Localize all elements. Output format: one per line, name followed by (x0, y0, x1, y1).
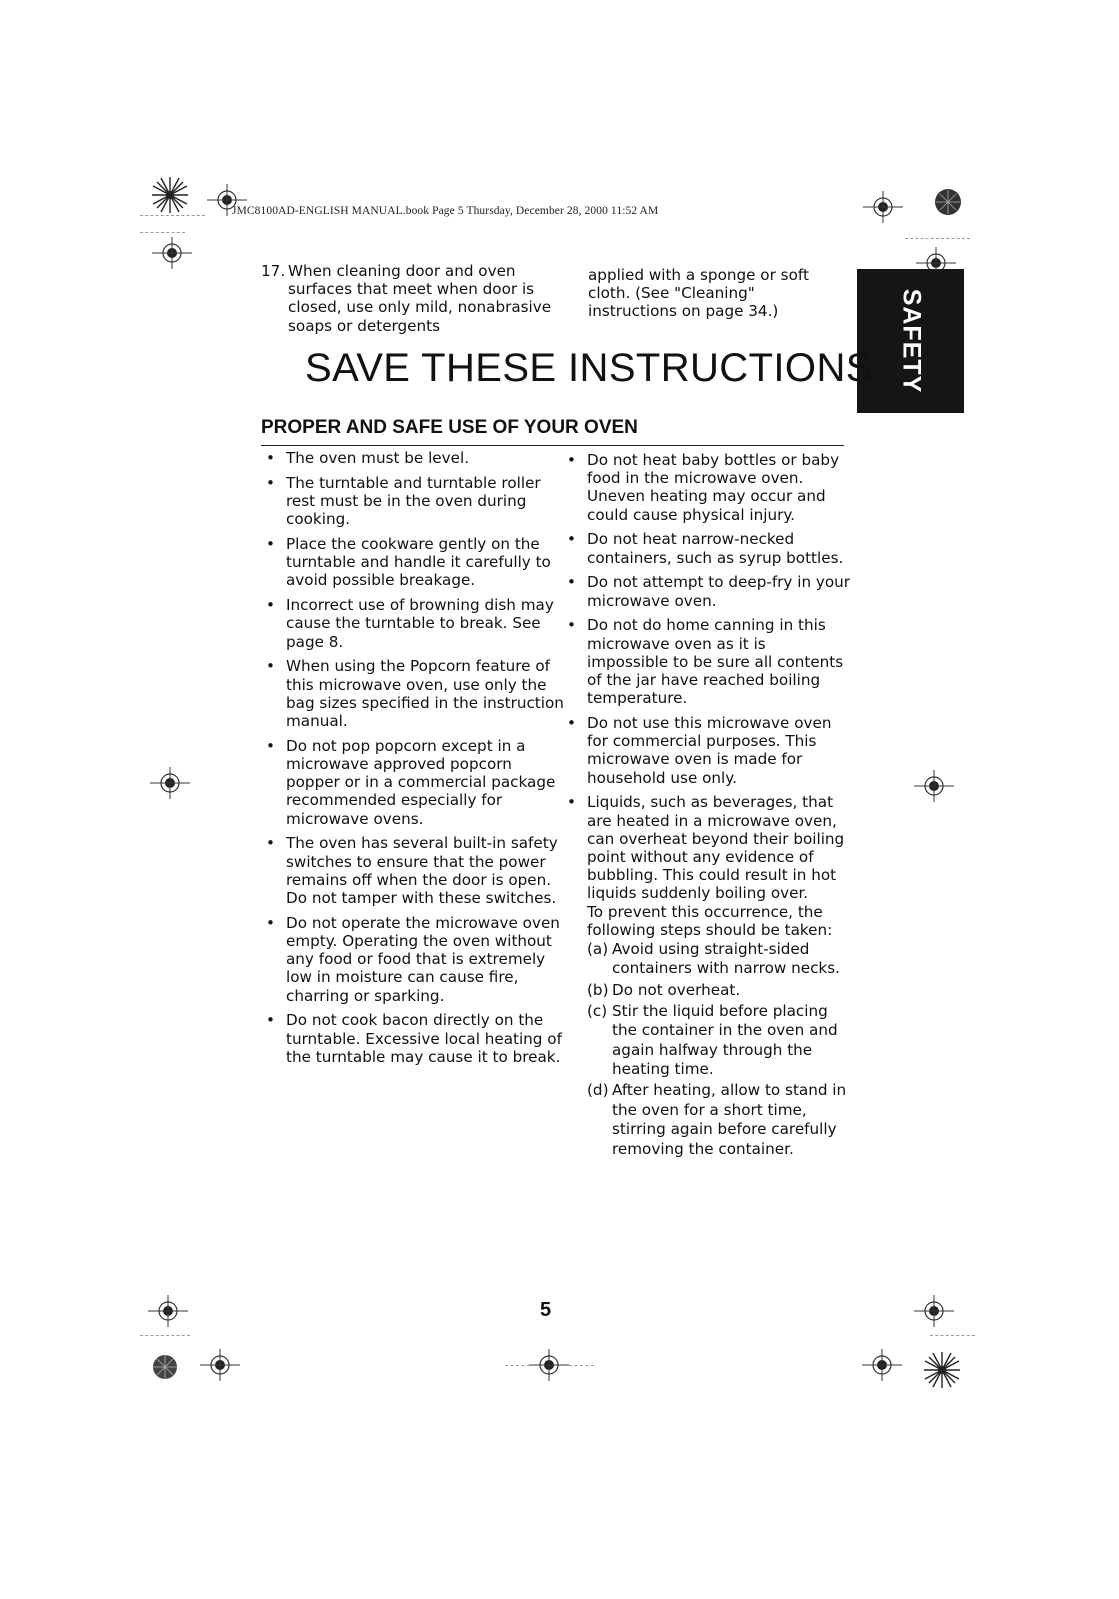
right-bullet-column (566, 451, 851, 1166)
list-item: • Do not attempt to deep-fry in your microwave oven. (567, 573, 851, 610)
list-item: • Do not pop popcorn except in a microwave approved popcorn popper or in a commercial package recommended especially for microwave ovens. (266, 736, 556, 828)
liquids-warning-text: Liquids, such as beverages, that are heated in a microwave oven, can overheat beyond their boiling point without any evidence of bubbling. This could result in hot liquids suddenly boiling over. (587, 793, 845, 903)
crosshair-registration-icon (152, 233, 192, 273)
list-item: • Do not heat baby bottles or baby food in the microwave oven. Uneven heating may occur and could cause physical injury. (567, 451, 840, 524)
crosshair-registration-icon (914, 1291, 954, 1331)
liquids-step: (c) Stir the liquid before placing the container in the oven and again halfway through the heating time. (587, 1001, 838, 1079)
list-item: • When using the Popcorn feature of this microwave oven, use only the bag sizes specified in the instruction manual. (266, 657, 564, 731)
item-text: When cleaning door and oven surfaces that meet when door is closed, use only mild, nonabrasive soaps or detergents (288, 262, 552, 335)
printer-header: JMC8100AD-ENGLISH MANUAL.book Page 5 Thursday, December 28, 2000 11:52 AM (232, 205, 659, 217)
crop-line (569, 1365, 594, 1366)
list-item-liquids: • Liquids, such as beverages, that are heated in a microwave oven, can overheat beyond their boiling point without any evidence of bubbling. This could result in hot liquids suddenly boiling over. To prevent this occurrence, the following steps should be taken: (a) Avoid using straight-sided containers with narrow necks. (b) Do not overheat. (c) Stir the liquid before placing the container in the oven and again halfway through the heating time. (d) After heating, allow to stand in the oven for a short time, stirring again before carefully removing the container. (566, 793, 851, 1158)
list-item: • The oven must be level. (266, 449, 470, 467)
list-item: • Do not operate the microwave oven empty. Operating the oven without any food or food that is extremely low in moisture can cause fire, charring or sparking. (266, 913, 560, 1005)
crosshair-registration-icon (200, 1345, 240, 1385)
liquids-step: (d) After heating, allow to stand in the oven for a short time, stirring again before carefully removing the container. (587, 1081, 847, 1158)
list-item: • Incorrect use of browning dish may cause the turntable to break. See page 8. (266, 596, 554, 651)
section-divider (261, 445, 844, 446)
safety-section-tab (857, 269, 964, 413)
crosshair-registration-icon (148, 1291, 188, 1331)
crop-line (140, 215, 205, 216)
item-number: 17. (261, 262, 286, 280)
list-item: • Do not do home canning in this microwave oven as it is impossible to be sure all contents of the jar have reached boiling temperature. (567, 616, 844, 708)
crop-line (505, 1365, 530, 1366)
page-title: SAVE THESE INSTRUCTIONS (305, 346, 873, 390)
crosshair-registration-icon (529, 1345, 569, 1385)
crop-line (930, 1335, 975, 1336)
list-item: • Do not use this microwave oven for commercial purposes. This microwave oven is made for household use only. (567, 714, 832, 787)
list-item: • The turntable and turntable roller rest must be in the oven during cooking. (266, 473, 541, 529)
left-bullet-column (265, 449, 565, 1073)
list-item: • Place the cookware gently on the turntable and handle it carefully to avoid possible breakage. (266, 535, 551, 590)
crosshair-registration-icon (863, 187, 903, 227)
liquids-step: (b) Do not overheat. (587, 980, 741, 999)
crosshair-registration-icon (207, 180, 247, 220)
list-item: • Do not heat narrow-necked containers, such as syrup bottles. (567, 530, 844, 567)
crosshair-registration-icon (862, 1345, 902, 1385)
page-number: 5 (540, 1299, 552, 1321)
crosshair-registration-icon (150, 763, 190, 803)
crop-line (140, 1335, 190, 1336)
list-item: • The oven has several built-in safety switches to ensure that the power remains off when the door is open. Do not tamper with these switches. (266, 834, 558, 908)
liquids-step: (a) Avoid using straight-sided containers with narrow necks. (587, 940, 840, 978)
starburst-registration-icon (150, 175, 190, 215)
starburst-registration-icon (145, 1347, 185, 1387)
section-heading: PROPER AND SAFE USE OF YOUR OVEN (261, 417, 638, 438)
starburst-registration-icon (922, 1350, 962, 1390)
safety-tab-label: SAFETY (897, 288, 925, 394)
list-item: • Do not cook bacon directly on the turntable. Excessive local heating of the turntable may cause it to break. (266, 1011, 562, 1066)
starburst-registration-icon (928, 182, 968, 222)
crop-line (140, 232, 185, 233)
item-text-continued: applied with a sponge or soft cloth. (See "Cleaning" instructions on page 34.) (588, 266, 809, 321)
crosshair-registration-icon (914, 766, 954, 806)
crop-line (905, 238, 970, 239)
liquids-prevent-text: To prevent this occurrence, the following steps should be taken: (587, 902, 833, 939)
